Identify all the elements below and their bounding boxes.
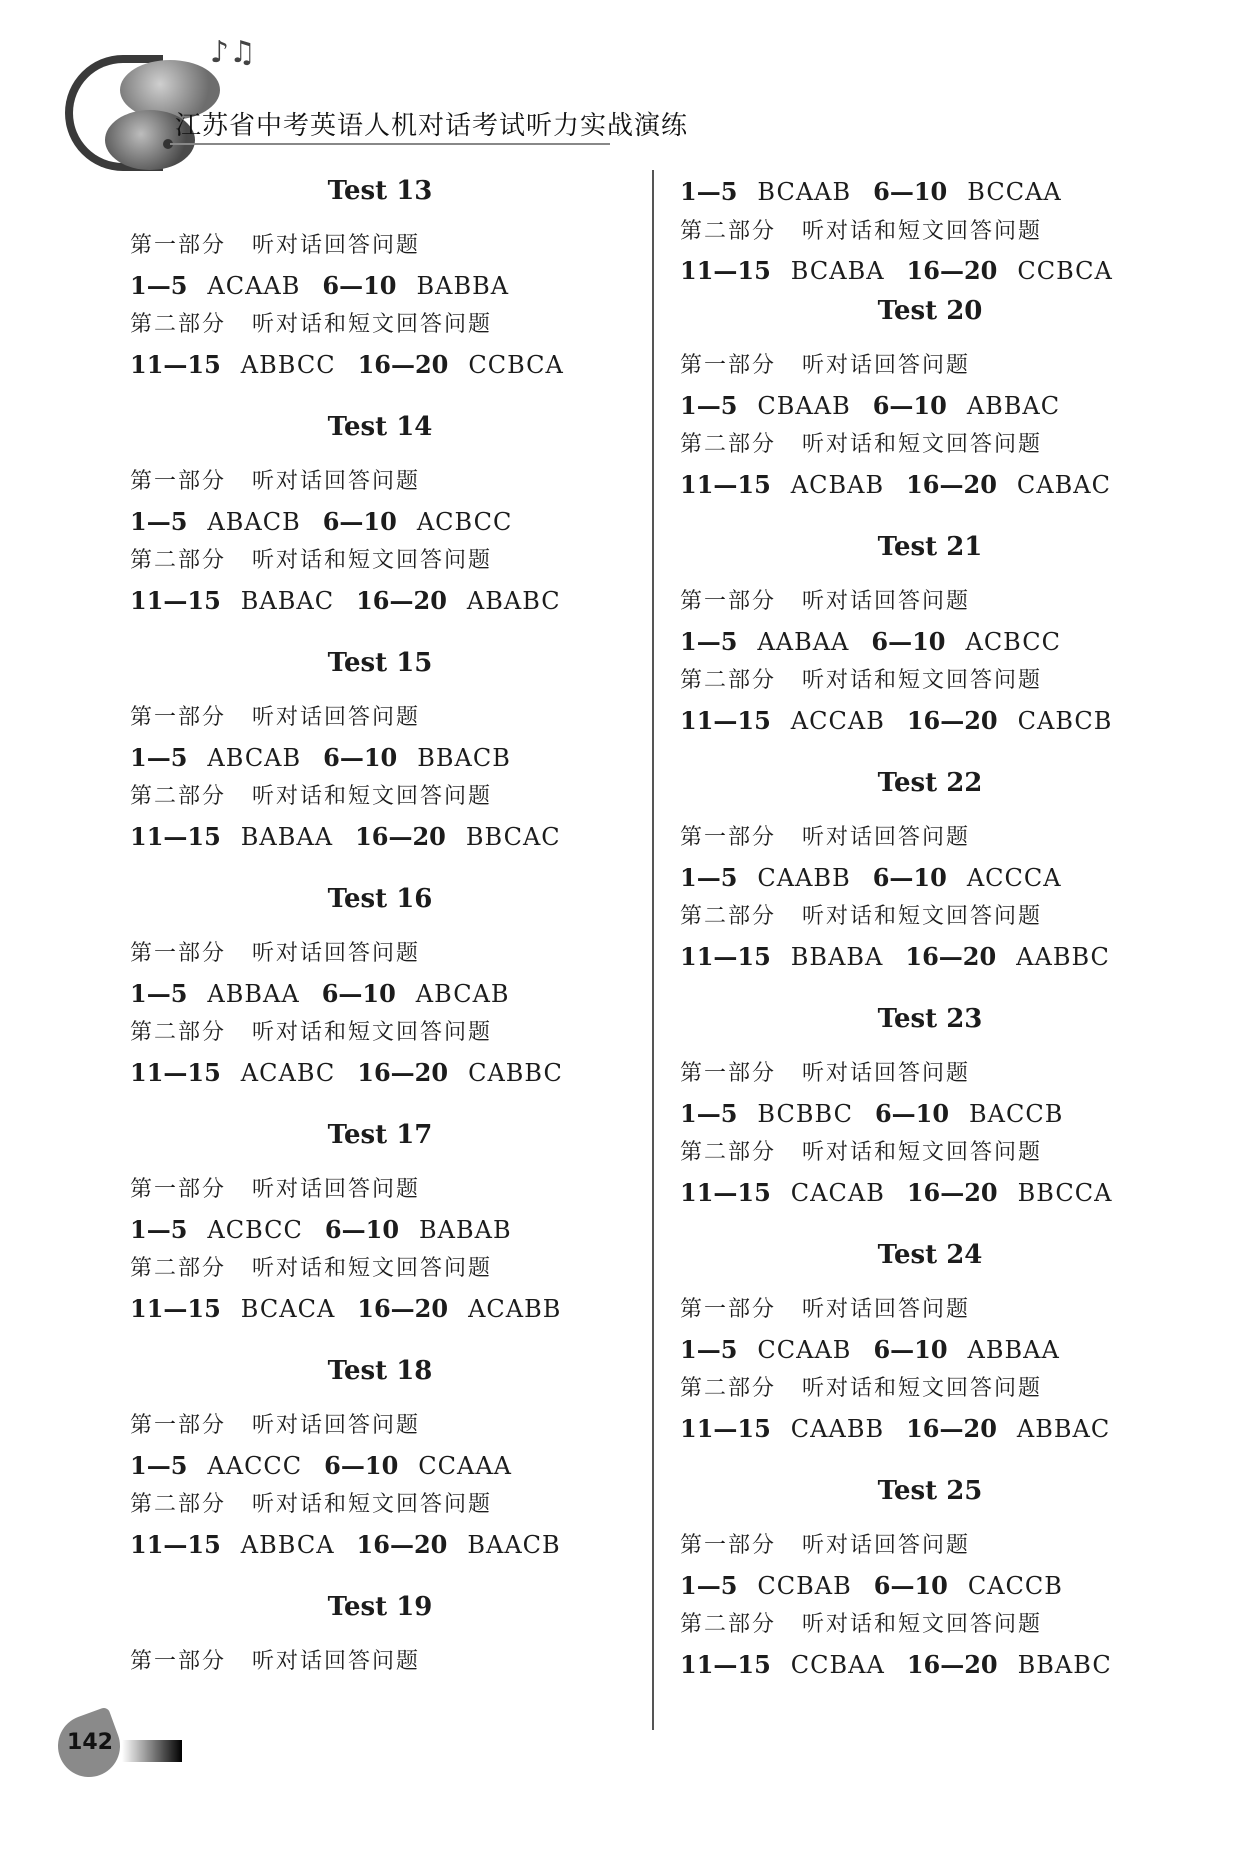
part1-heading: 第一部分 听对话回答问题 — [680, 1297, 971, 1322]
part2-heading: 第二部分 听对话和短文回答问题 — [680, 904, 1043, 929]
answers-row: 11—15 BBABA 16—20 AABBC — [680, 941, 1110, 971]
answers-row: 1—5 AACCC 6—10 CCAAA — [130, 1450, 513, 1480]
answers-row: 11—15 BABAC 16—20 ABABC — [130, 585, 561, 615]
part1-heading: 第一部分 听对话回答问题 — [130, 1177, 421, 1202]
answers-row: 11—15 CACAB 16—20 BBCCA — [680, 1177, 1113, 1207]
answers-row: 1—5 ABACB 6—10 ACBCC — [130, 506, 513, 536]
test-block — [130, 1114, 630, 1350]
test-block — [680, 526, 1180, 762]
test-title: Test 21 — [877, 532, 983, 562]
answers-row: 11—15 CCBAA 16—20 BBABC — [680, 1649, 1112, 1679]
test-title: Test 20 — [877, 296, 983, 326]
part1-heading: 第一部分 听对话回答问题 — [680, 353, 971, 378]
part1-heading: 第一部分 听对话回答问题 — [680, 1061, 971, 1086]
part2-heading: 第二部分 听对话和短文回答问题 — [130, 784, 493, 809]
answers-row: 11—15 BCACA 16—20 ACABB — [130, 1293, 562, 1323]
footer-gradient-bar — [122, 1740, 182, 1762]
part2-heading: 第二部分 听对话和短文回答问题 — [680, 1612, 1043, 1637]
part1-heading: 第一部分 听对话回答问题 — [130, 1649, 421, 1674]
column-divider — [652, 170, 654, 1730]
answers-row: 1—5 CCBAB 6—10 CACCB — [680, 1570, 1063, 1600]
part2-heading: 第二部分 听对话和短文回答问题 — [680, 668, 1043, 693]
answers-row: 1—5 ACBCC 6—10 BABAB — [130, 1214, 512, 1244]
test-block — [680, 290, 1180, 526]
test-block — [130, 170, 630, 406]
test-title: Test 14 — [327, 412, 433, 442]
answers-row: 1—5 BCAAB 6—10 BCCAA — [680, 177, 1062, 206]
test-block — [130, 642, 630, 878]
test-title: Test 19 — [327, 1592, 433, 1622]
answers-row: 11—15 ACCAB 16—20 CABCB — [680, 705, 1113, 735]
answers-row: 1—5 CBAAB 6—10 ABBAC — [680, 390, 1061, 420]
test-block — [130, 878, 630, 1114]
part1-heading: 第一部分 听对话回答问题 — [130, 469, 421, 494]
test-title: Test 23 — [877, 1004, 983, 1034]
test-block — [680, 998, 1180, 1234]
part1-heading: 第一部分 听对话回答问题 — [680, 825, 971, 850]
answers-row: 1—5 ABBAA 6—10 ABCAB — [130, 978, 510, 1008]
answers-row: 11—15 ABBCA 16—20 BAACB — [130, 1529, 561, 1559]
answers-row: 1—5 ABCAB 6—10 BBACB — [130, 742, 511, 772]
part2-heading: 第二部分 听对话和短文回答问题 — [680, 1376, 1043, 1401]
answers-row: 11—15 BABAA 16—20 BBCAC — [130, 821, 561, 851]
music-notes-icon: ♪♫ — [210, 35, 257, 70]
part2-heading: 第二部分 听对话和短文回答问题 — [680, 432, 1043, 457]
test-block — [130, 1586, 630, 1686]
test-block — [130, 406, 630, 642]
test-title: Test 15 — [327, 648, 433, 678]
test-title: Test 22 — [877, 768, 983, 798]
part1-heading: 第一部分 听对话回答问题 — [130, 941, 421, 966]
right-column — [680, 172, 1180, 1706]
part2-heading: 第二部分 听对话和短文回答问题 — [130, 548, 493, 573]
page-number: 142 — [67, 1730, 113, 1755]
answers-row: 1—5 ACAAB 6—10 BABBA — [130, 270, 510, 300]
answers-row: 1—5 AABAA 6—10 ACBCC — [680, 626, 1061, 656]
page-header — [60, 35, 689, 165]
test-block — [680, 762, 1180, 998]
part2-heading: 第二部分 听对话和短文回答问题 — [130, 1020, 493, 1045]
part2-heading: 第二部分 听对话和短文回答问题 — [130, 1492, 493, 1517]
answers-row: 1—5 BCBBC 6—10 BACCB — [680, 1098, 1064, 1128]
answers-row: 11—15 ACBAB 16—20 CABAC — [680, 469, 1111, 499]
header-title: 江苏省中考英语人机对话考试听力实战演练 — [175, 111, 689, 141]
part2-heading: 第二部分 听对话和短文回答问题 — [680, 1140, 1043, 1165]
answers-row: 11—15 ACABC 16—20 CABBC — [130, 1057, 563, 1087]
test-title: Test 18 — [327, 1356, 433, 1386]
answers-row: 11—15 BCABA 16—20 CCBCA — [680, 256, 1113, 285]
part1-heading: 第一部分 听对话回答问题 — [130, 1413, 421, 1438]
test-block — [680, 1470, 1180, 1706]
left-column — [130, 170, 630, 1686]
part1-heading: 第一部分 听对话回答问题 — [680, 589, 971, 614]
test-title: Test 13 — [327, 176, 433, 206]
test-title: Test 24 — [877, 1240, 983, 1270]
part1-heading: 第一部分 听对话回答问题 — [130, 233, 421, 258]
test-title: Test 16 — [327, 884, 433, 914]
answers-row: 1—5 CCAAB 6—10 ABBAA — [680, 1334, 1060, 1364]
part2-heading: 第二部分 听对话和短文回答问题 — [130, 312, 493, 337]
part1-heading: 第一部分 听对话回答问题 — [130, 705, 421, 730]
header-rule — [170, 143, 610, 145]
part2-heading: 第二部分 听对话和短文回答问题 — [680, 218, 1043, 244]
answers-row: 11—15 ABBCC 16—20 CCBCA — [130, 349, 564, 379]
test-title: Test 17 — [327, 1120, 433, 1150]
answers-row: 1—5 CAABB 6—10 ACCCA — [680, 862, 1062, 892]
test-title: Test 25 — [877, 1476, 983, 1506]
test-block-continued — [680, 172, 1180, 290]
test-block — [680, 1234, 1180, 1470]
part1-heading: 第一部分 听对话回答问题 — [680, 1533, 971, 1558]
answers-row: 11—15 CAABB 16—20 ABBAC — [680, 1413, 1111, 1443]
test-block — [130, 1350, 630, 1586]
part2-heading: 第二部分 听对话和短文回答问题 — [130, 1256, 493, 1281]
